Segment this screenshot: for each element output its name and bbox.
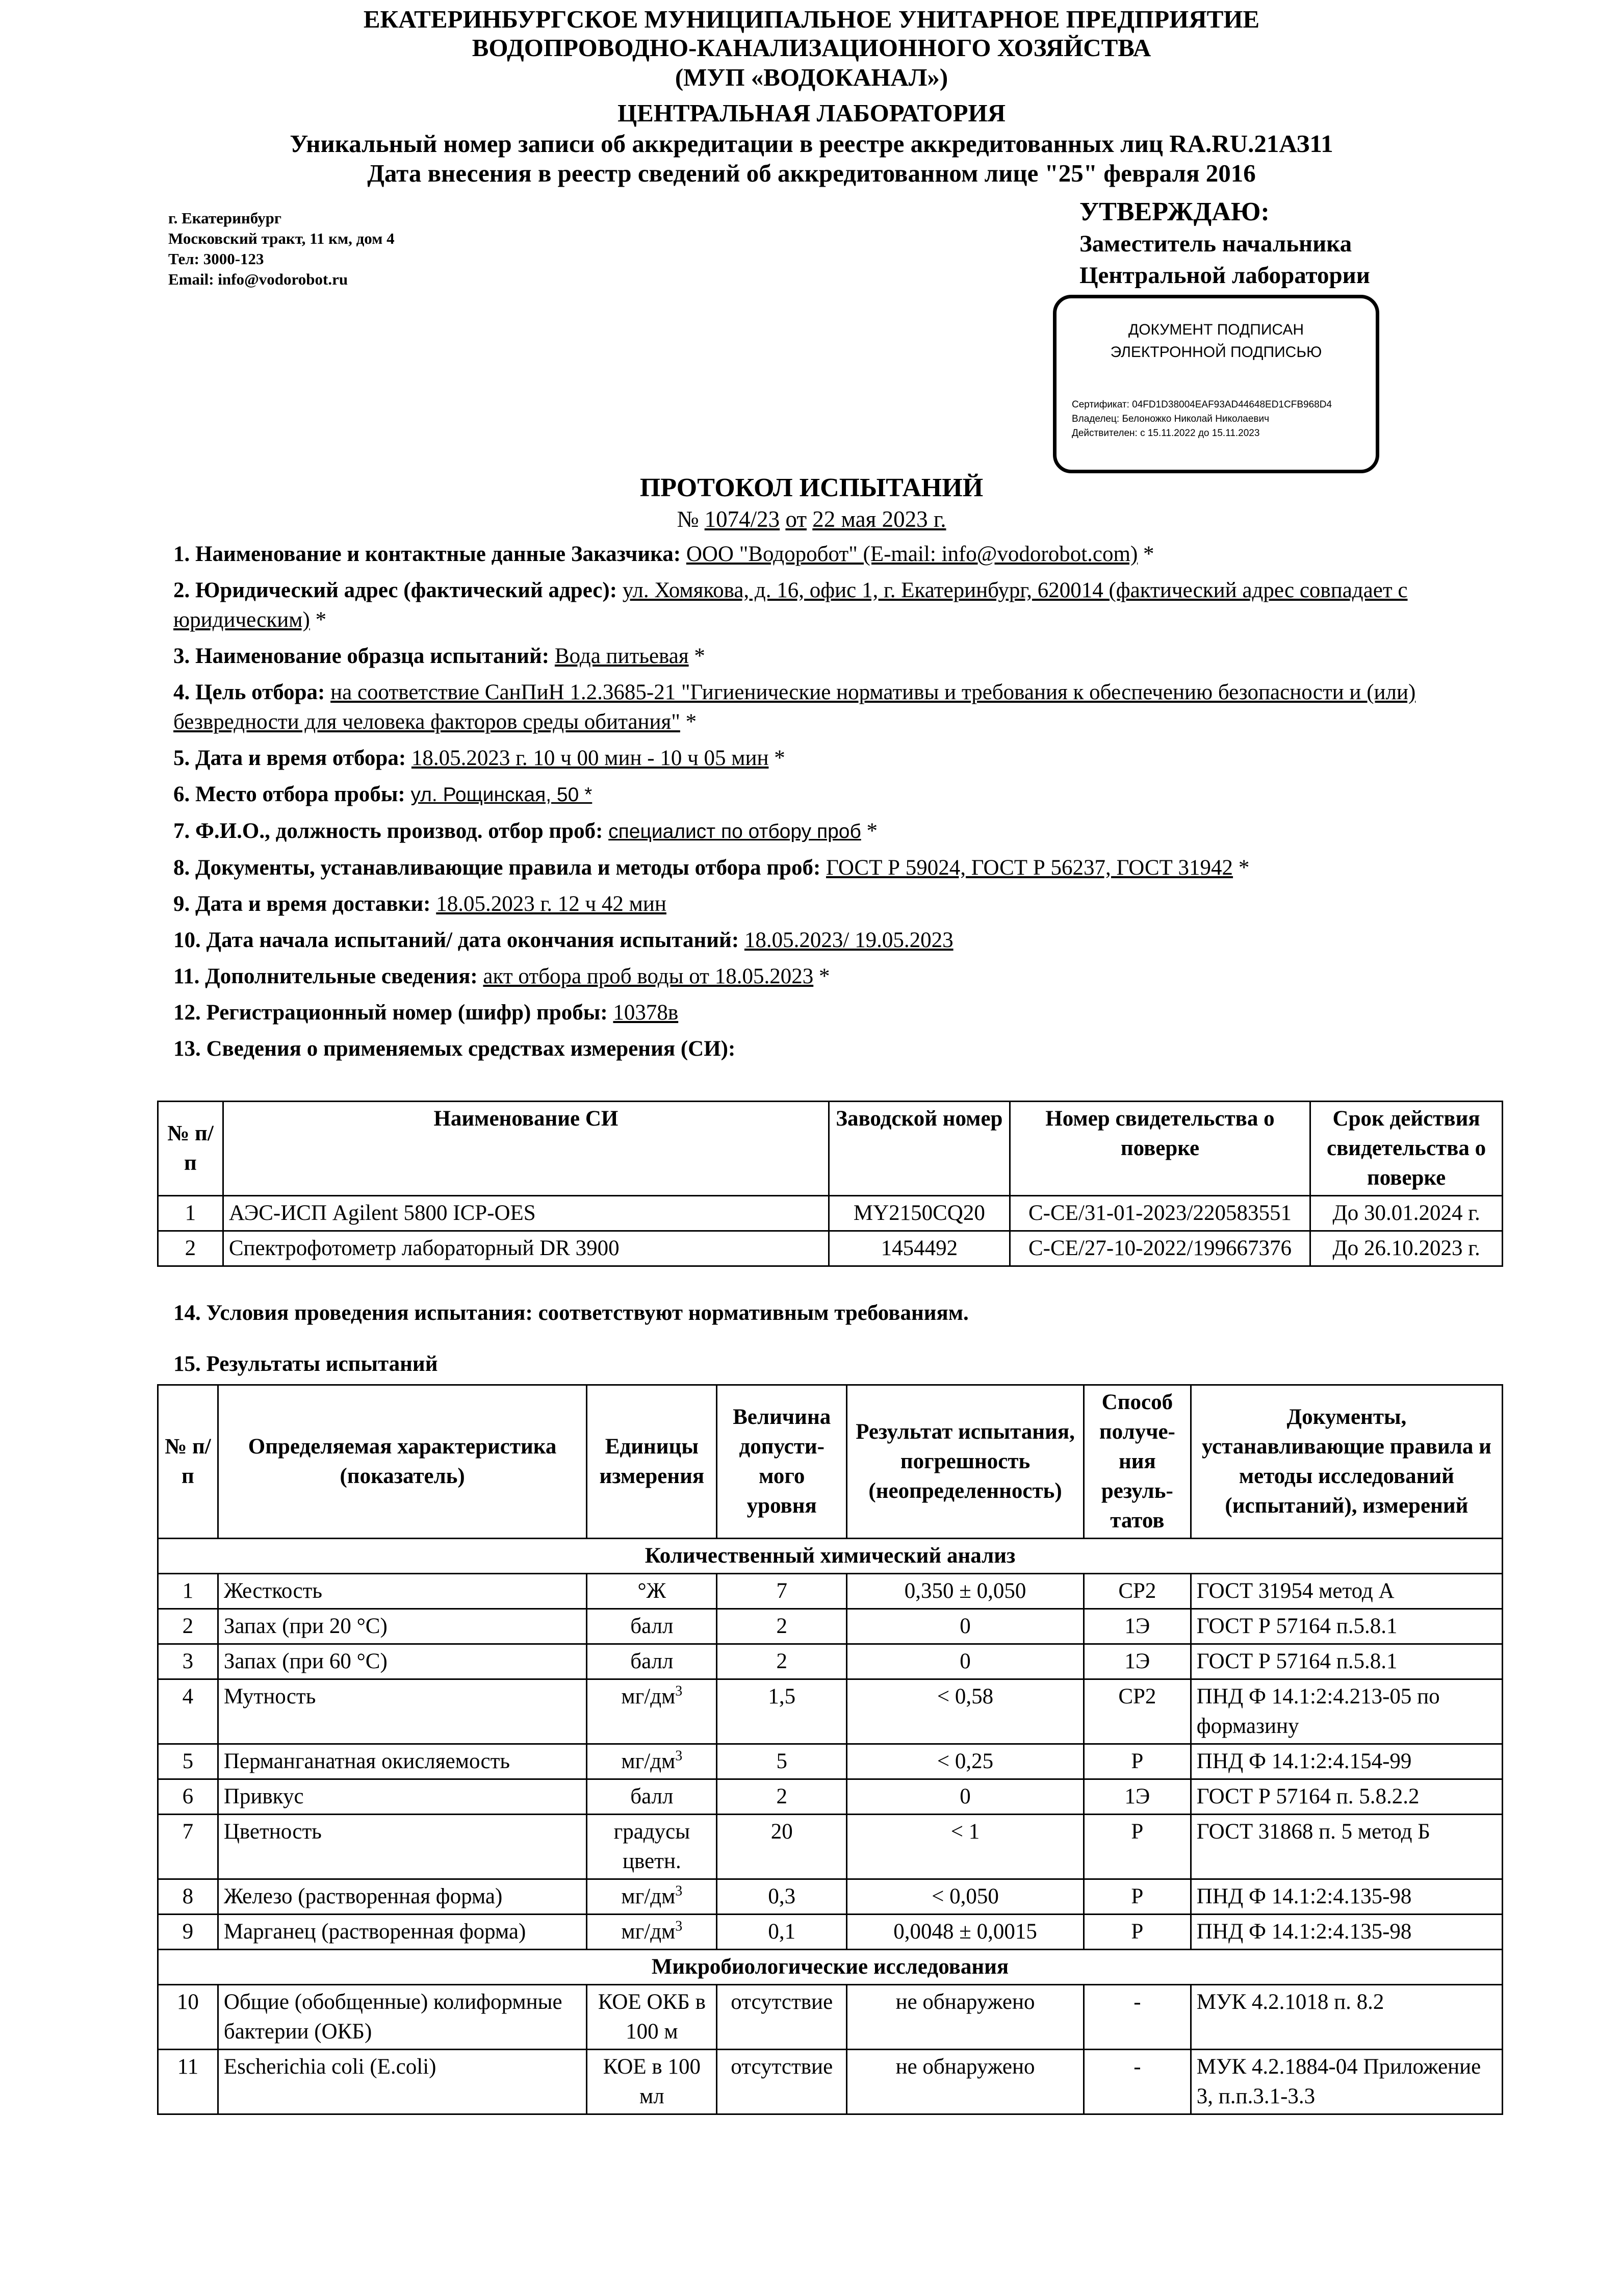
table-row: [158, 1679, 1503, 1744]
protocol-number-line: [0, 504, 1623, 534]
info-item-9: 9. Дата и время доставки: 18.05.2023 г. 12 ч 42 мин: [173, 892, 666, 916]
table-cell: Перманганатная окисляемость: [218, 1744, 587, 1779]
table-cell: СР2: [1084, 1679, 1191, 1744]
table-cell: 5: [158, 1744, 218, 1779]
table-cell: балл: [587, 1644, 717, 1679]
info-item-6: 6. Место отбора пробы: ул. Рощинская, 50 *: [173, 782, 592, 806]
table-cell: 0: [847, 1779, 1084, 1815]
instruments-table: [157, 1101, 1503, 1267]
group-row: [158, 1950, 1503, 1985]
table-cell: < 1: [847, 1815, 1084, 1879]
protocol-title: ПРОТОКОЛ ИСПЫТАНИЙ: [639, 473, 984, 502]
table-cell: 1454492: [829, 1231, 1010, 1266]
info-item-7: 7. Ф.И.О., должность производ. отбор проб: специалист по отбору проб *: [173, 819, 878, 843]
col-header: Срок действия свидетельства о поверке: [1310, 1102, 1503, 1196]
section-14-conditions: 14. Условия проведения испытания: соответствуют нормативным требованиям.: [173, 1301, 969, 1325]
stamp-owner: Владелец: Белоножко Николай Николаевич: [1072, 414, 1270, 424]
table-cell: 2: [717, 1644, 847, 1679]
section-15-title: 15. Результаты испытаний: [173, 1352, 438, 1376]
e-signature-stamp: [1053, 295, 1379, 473]
table-row: [158, 1744, 1503, 1779]
table-header-row: [158, 1102, 1503, 1196]
table-cell: Железо (растворенная форма): [218, 1879, 587, 1915]
table-cell: ГОСТ Р 57164 п. 5.8.2.2: [1191, 1779, 1502, 1815]
col-header: Номер свидетельства о поверке: [1010, 1102, 1310, 1196]
table-row: [158, 2050, 1503, 2114]
table-cell: ГОСТ 31954 метод А: [1191, 1574, 1502, 1609]
org-name-line2: ВОДОПРОВОДНО-КАНАЛИЗАЦИОННОГО ХОЗЯЙСТВА: [472, 34, 1151, 62]
col-header: № п/п: [158, 1102, 223, 1196]
table-cell: 1,5: [717, 1679, 847, 1744]
table-row: [158, 1879, 1503, 1915]
table-cell: MY2150CQ20: [829, 1196, 1010, 1231]
table-cell: До 26.10.2023 г.: [1310, 1231, 1503, 1266]
approval-block: [1079, 196, 1623, 291]
table-row: [158, 1985, 1503, 2050]
table-cell: 8: [158, 1879, 218, 1915]
table-cell: $мг/дм^3$: [587, 1679, 717, 1744]
protocol-number: 1074/23: [704, 506, 780, 532]
section-13-title: 13. Сведения о применяемых средствах измерения (СИ):: [173, 1037, 736, 1061]
table-cell: Общие (обобщенные) колиформные бактерии (ОКБ): [218, 1985, 587, 2050]
table-cell: < 0,58: [847, 1679, 1084, 1744]
number-sign: №: [677, 506, 699, 532]
group-title-chemistry: Количественный химический анализ: [158, 1539, 1503, 1574]
table-cell: ГОСТ Р 57164 п.5.8.1: [1191, 1644, 1502, 1679]
table-cell: 0,0048 ± 0,0015: [847, 1915, 1084, 1950]
table-cell: $мг/дм^3$: [587, 1915, 717, 1950]
table-cell: АЭС-ИСП Agilent 5800 ICP-OES: [223, 1196, 829, 1231]
info-item-1: 1. Наименование и контактные данные Заказчика: ООО "Водоробот" (E-mail: info@vodorobot.com) *: [173, 542, 1154, 566]
table-cell: -: [1084, 1985, 1191, 2050]
table-cell: 3: [158, 1644, 218, 1679]
table-cell: 10: [158, 1985, 218, 2050]
info-item-8: 8. Документы, устанавливающие правила и методы отбора проб: ГОСТ Р 59024, ГОСТ Р 56237, ГОСТ 31942 *: [173, 856, 1250, 880]
table-cell: Escherichia coli (E.coli): [218, 2050, 587, 2114]
table-cell: Запах (при 20 °С): [218, 1609, 587, 1644]
table-cell: отсутствие: [717, 2050, 847, 2114]
table-row: [158, 1231, 1503, 1266]
table-cell: До 30.01.2024 г.: [1310, 1196, 1503, 1231]
group-title-microbiology: Микробиологические исследования: [158, 1950, 1503, 1985]
table-cell: °Ж: [587, 1574, 717, 1609]
info-item-3: 3. Наименование образца испытаний: Вода питьевая *: [173, 644, 705, 668]
table-cell: балл: [587, 1609, 717, 1644]
table-cell: С-СЕ/31-01-2023/220583551: [1010, 1196, 1310, 1231]
col-header: Документы, устанавливающие правила и методы исследований (испытаний), измерений: [1191, 1385, 1502, 1539]
table-cell: не обнаружено: [847, 2050, 1084, 2114]
table-cell: Спектрофотометр лабораторный DR 3900: [223, 1231, 829, 1266]
stamp-certificate: Сертификат: 04FD1D38004EAF93AD44648ED1CFB968D4: [1072, 399, 1332, 410]
table-cell: Р: [1084, 1815, 1191, 1879]
stamp-line-2: ЭЛЕКТРОННОЙ ПОДПИСЬЮ: [1110, 344, 1322, 361]
table-cell: 0: [847, 1609, 1084, 1644]
group-row: [158, 1539, 1503, 1574]
table-cell: 2: [158, 1231, 223, 1266]
approval-role-2: Центральной лаборатории: [1079, 262, 1370, 289]
table-cell: 0,1: [717, 1915, 847, 1950]
table-cell: 9: [158, 1915, 218, 1950]
table-row: [158, 1915, 1503, 1950]
table-cell: Запах (при 60 °С): [218, 1644, 587, 1679]
table-cell: ГОСТ 31868 п. 5 метод Б: [1191, 1815, 1502, 1879]
table-cell: Р: [1084, 1744, 1191, 1779]
table-cell: 5: [717, 1744, 847, 1779]
table-cell: отсутствие: [717, 1985, 847, 2050]
table-cell: 1: [158, 1196, 223, 1231]
table-cell: ПНД Ф 14.1:2:4.154-99: [1191, 1744, 1502, 1779]
table-cell: 2: [158, 1609, 218, 1644]
table-cell: 1Э: [1084, 1779, 1191, 1815]
table-cell: ПНД Ф 14.1:2:4.135-98: [1191, 1915, 1502, 1950]
col-header: Определяемая характеристика (показатель): [218, 1385, 587, 1539]
table-cell: 2: [717, 1779, 847, 1815]
table-cell: СР2: [1084, 1574, 1191, 1609]
table-row: [158, 1779, 1503, 1815]
table-cell: Марганец (растворенная форма): [218, 1915, 587, 1950]
table-cell: не обнаружено: [847, 1985, 1084, 2050]
accreditation-number: Уникальный номер записи об аккредитации в реестре аккредитованных лиц RA.RU.21АЗ11: [290, 130, 1333, 158]
table-cell: 0,3: [717, 1879, 847, 1915]
table-cell: Цветность: [218, 1815, 587, 1879]
contact-phone: Тел: 3000-123: [168, 250, 264, 268]
table-cell: 0,350 ± 0,050: [847, 1574, 1084, 1609]
protocol-title-block: [0, 472, 1623, 534]
col-header: Способ получе-ния резуль-татов: [1084, 1385, 1191, 1539]
table-cell: МУК 4.2.1884-04 Приложение 3, п.п.3.1-3.3: [1191, 2050, 1502, 2114]
table-cell: Привкус: [218, 1779, 587, 1815]
stamp-line-1: ДОКУМЕНТ ПОДПИСАН: [1128, 321, 1304, 338]
table-cell: 20: [717, 1815, 847, 1879]
contact-city: г. Екатеринбург: [168, 209, 281, 227]
table-cell: Мутность: [218, 1679, 587, 1744]
table-header-row: [158, 1385, 1503, 1539]
table-row: [158, 1644, 1503, 1679]
table-cell: 1Э: [1084, 1609, 1191, 1644]
table-cell: градусы цветн.: [587, 1815, 717, 1879]
table-cell: < 0,25: [847, 1744, 1084, 1779]
table-row: [158, 1609, 1503, 1644]
table-row: [158, 1574, 1503, 1609]
info-item-11: 11. Дополнительные сведения: акт отбора проб воды от 18.05.2023 *: [173, 964, 830, 988]
table-cell: МУК 4.2.1018 п. 8.2: [1191, 1985, 1502, 2050]
col-header: Величина допусти-мого уровня: [717, 1385, 847, 1539]
table-cell: Р: [1084, 1915, 1191, 1950]
lab-name: ЦЕНТРАЛЬНАЯ ЛАБОРАТОРИЯ: [617, 99, 1006, 127]
table-cell: ПНД Ф 14.1:2:4.135-98: [1191, 1879, 1502, 1915]
table-cell: 11: [158, 2050, 218, 2114]
info-item-12: 12. Регистрационный номер (шифр) пробы: 10378в: [173, 1001, 679, 1025]
lab-contacts: [168, 208, 395, 290]
table-cell: ГОСТ Р 57164 п.5.8.1: [1191, 1609, 1502, 1644]
info-item-5: 5. Дата и время отбора: 18.05.2023 г. 10 ч 00 мин - 10 ч 05 мин *: [173, 746, 785, 770]
table-cell: $мг/дм^3$: [587, 1879, 717, 1915]
contact-address: Московский тракт, 11 км, дом 4: [168, 229, 395, 247]
table-cell: $мг/дм^3$: [587, 1744, 717, 1779]
col-header: Заводской номер: [829, 1102, 1010, 1196]
col-header: № п/п: [158, 1385, 218, 1539]
table-cell: 6: [158, 1779, 218, 1815]
table-cell: 0: [847, 1644, 1084, 1679]
col-header: Наименование СИ: [223, 1102, 829, 1196]
table-cell: ПНД Ф 14.1:2:4.213-05 по формазину: [1191, 1679, 1502, 1744]
table-row: [158, 1815, 1503, 1879]
org-abbr: (МУП «ВОДОКАНАЛ»): [675, 63, 948, 91]
col-header: Единицы измерения: [587, 1385, 717, 1539]
table-cell: Р: [1084, 1879, 1191, 1915]
table-cell: С-СЕ/27-10-2022/199667376: [1010, 1231, 1310, 1266]
approval-role-1: Заместитель начальника: [1079, 231, 1352, 257]
table-row: [158, 1196, 1503, 1231]
table-cell: -: [1084, 2050, 1191, 2114]
table-cell: 7: [158, 1815, 218, 1879]
col-header: Результат испытания, погрешность (неопределенность): [847, 1385, 1084, 1539]
approval-title: УТВЕРЖДАЮ:: [1079, 197, 1270, 226]
table-cell: 1Э: [1084, 1644, 1191, 1679]
table-cell: 2: [717, 1609, 847, 1644]
from-word: от: [785, 506, 807, 532]
table-cell: 4: [158, 1679, 218, 1744]
table-cell: 1: [158, 1574, 218, 1609]
results-table: [157, 1384, 1503, 2115]
info-item-2: 2. Юридический адрес (фактический адрес): ул. Хомякова, д. 16, офис 1, г. Екатеринбург, 620014 (фактический адрес совпадает с юридическим) *: [173, 578, 1408, 632]
contact-email: Email: info@vodorobot.ru: [168, 270, 348, 288]
sample-info-list: [173, 540, 1509, 1070]
table-cell: КОЕ в 100 мл: [587, 2050, 717, 2114]
info-item-10: 10. Дата начала испытаний/ дата окончания испытаний: 18.05.2023/ 19.05.2023: [173, 928, 954, 952]
org-name-line1: ЕКАТЕРИНБУРГСКОЕ МУНИЦИПАЛЬНОЕ УНИТАРНОЕ ПРЕДПРИЯТИЕ: [363, 5, 1260, 33]
table-cell: балл: [587, 1779, 717, 1815]
protocol-date: 22 мая 2023 г.: [812, 506, 946, 532]
stamp-validity: Действителен: с 15.11.2022 до 15.11.2023: [1072, 428, 1260, 439]
table-cell: Жесткость: [218, 1574, 587, 1609]
table-cell: < 0,050: [847, 1879, 1084, 1915]
accreditation-date: Дата внесения в реестр сведений об аккредитованном лице "25" февраля 2016: [367, 159, 1256, 187]
table-cell: КОЕ ОКБ в 100 м: [587, 1985, 717, 2050]
table-cell: 7: [717, 1574, 847, 1609]
info-item-4: 4. Цель отбора: на соответствие СанПиН 1.2.3685-21 "Гигиенические нормативы и требования к обеспечению безопасности и (или) безвредности для человека факторов среды обитания" *: [173, 680, 1416, 734]
